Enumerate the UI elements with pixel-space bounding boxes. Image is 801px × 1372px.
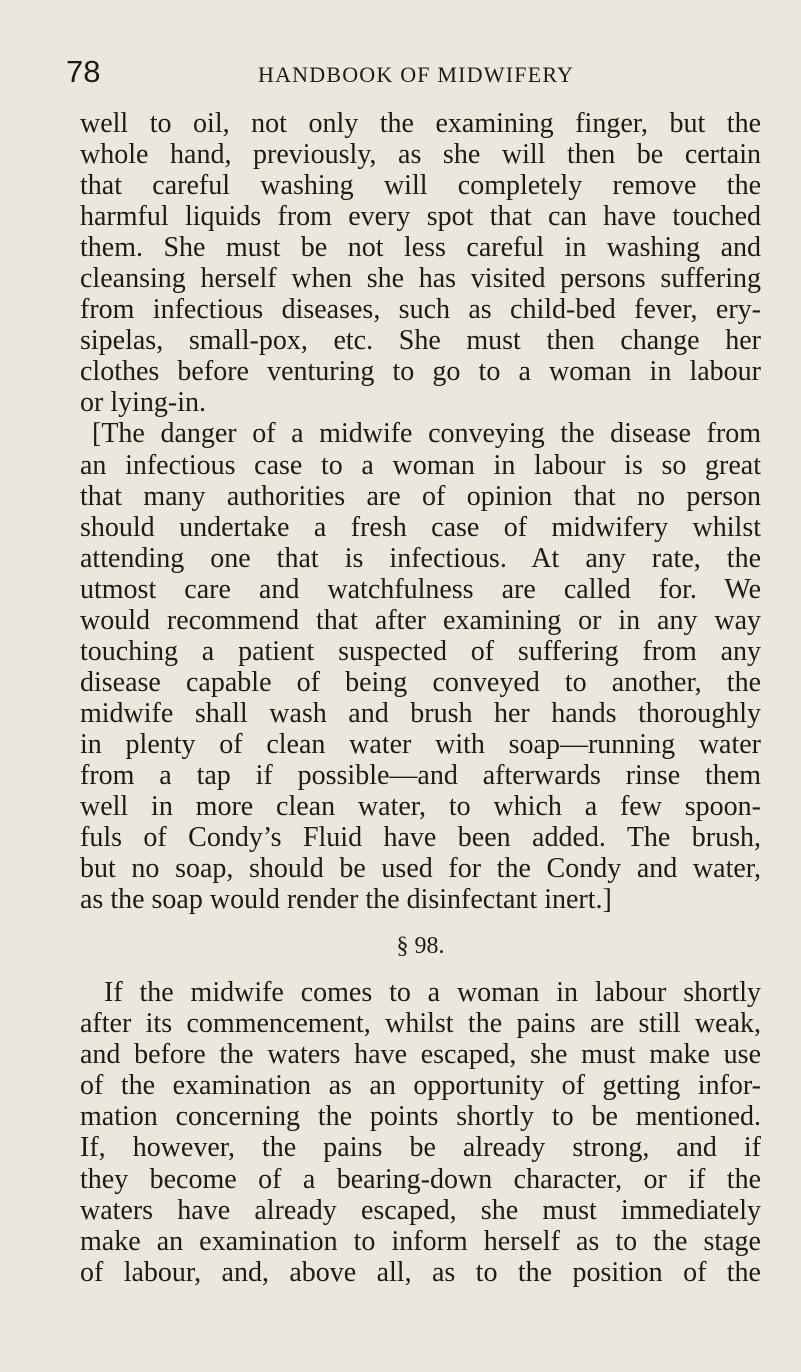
- text-line: whole hand, previously, as she will then be certain: [80, 139, 761, 171]
- text-line: or lying-in.: [80, 387, 206, 419]
- text-line: utmost care and watchfulness are called for. We: [80, 573, 761, 605]
- paragraph-continuation: [80, 108, 761, 418]
- section-paragraph: [80, 977, 761, 1287]
- text-line: after its commencement, whilst the pains are still weak,: [80, 1008, 761, 1040]
- text-line: them. She must be not less careful in washing and: [80, 232, 761, 264]
- text-line: If the midwife comes to a woman in labour shortly: [104, 977, 761, 1009]
- bracketed-note: [80, 418, 761, 915]
- section-heading: § 98.: [396, 933, 445, 960]
- text-line: should undertake a fresh case of midwifery whilst: [80, 511, 761, 543]
- text-line: well in more clean water, to which a few spoon-: [80, 791, 761, 823]
- text-line: fuls of Condy’s Fluid have been added. The brush,: [80, 822, 761, 854]
- body-text: [80, 108, 761, 1288]
- text-line: they become of a bearing-down character, or if the: [80, 1163, 761, 1195]
- text-line: of labour, and, above all, as to the position of the: [80, 1256, 761, 1288]
- text-line: touching a patient suspected of suffering from any: [80, 635, 761, 667]
- text-line: from a tap if possible—and afterwards rinse them: [80, 759, 761, 791]
- text-line: from infectious diseases, such as child-bed fever, ery-: [80, 294, 761, 326]
- text-line: well to oil, not only the examining finger, but the: [80, 108, 761, 139]
- text-line: that many authorities are of opinion that no person: [80, 480, 761, 512]
- text-line: as the soap would render the disinfectant inert.]: [80, 884, 612, 916]
- text-line: and before the waters have escaped, she must make use: [80, 1039, 761, 1071]
- running-head: [0, 52, 801, 92]
- text-line: of the examination as an opportunity of getting infor-: [80, 1070, 761, 1102]
- text-line: mation concerning the points shortly to be mentioned.: [80, 1101, 761, 1133]
- text-line: that careful washing will completely remove the: [80, 170, 761, 202]
- text-line: make an examination to inform herself as to the stage: [80, 1225, 761, 1257]
- text-line: waters have already escaped, she must immediately: [80, 1194, 761, 1226]
- text-line: [The danger of a midwife conveying the disease from: [92, 418, 761, 450]
- text-line: would recommend that after examining or in any way: [80, 604, 761, 636]
- text-line: an infectious case to a woman in labour is so great: [80, 449, 761, 481]
- text-line: clothes before venturing to go to a woman in labour: [80, 356, 761, 388]
- running-title: HANDBOOK OF MIDWIFERY: [258, 62, 575, 87]
- text-line: cleansing herself when she has visited persons suffering: [80, 263, 761, 295]
- text-line: If, however, the pains be already strong, and if: [80, 1132, 761, 1164]
- text-line: in plenty of clean water with soap—running water: [80, 728, 761, 760]
- text-line: harmful liquids from every spot that can have touched: [80, 201, 761, 233]
- text-line: disease capable of being conveyed to another, the: [80, 666, 761, 698]
- page-number: 78: [66, 54, 101, 89]
- text-line: midwife shall wash and brush her hands thoroughly: [80, 697, 761, 729]
- text-line: sipelas, small-pox, etc. She must then change her: [80, 325, 761, 357]
- text-line: but no soap, should be used for the Condy and water,: [80, 853, 761, 885]
- text-line: attending one that is infectious. At any rate, the: [80, 542, 761, 574]
